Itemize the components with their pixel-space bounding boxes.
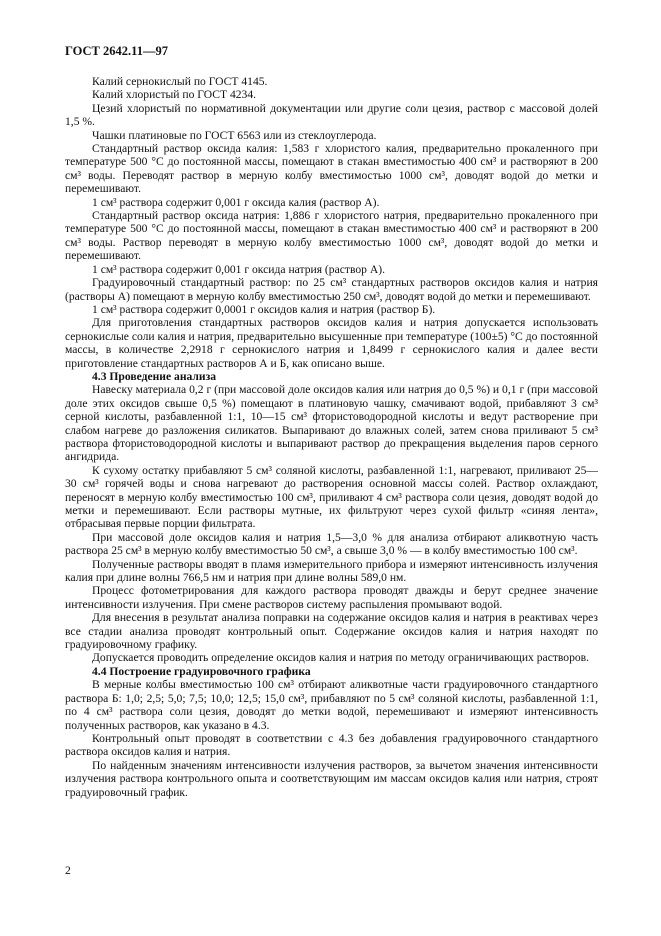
paragraph: Чашки платиновые по ГОСТ 6563 или из стеклоуглерода. — [92, 128, 377, 142]
paragraph: Для внесения в результат анализа поправки на содержание оксидов калия и натрия в реактивах через все стадии анализа проводят контрольный опыт. Содержание оксидов калия и натрия находят по градуировочному графику. — [65, 611, 598, 652]
paragraph: 1 см³ раствора содержит 0,001 г оксида натрия (раствор А). — [92, 262, 385, 276]
paragraph: Для приготовления стандартных растворов оксидов калия и натрия допускается использовать сернокислые соли калия и натрия, предварительно высушенные при температуре (100±5) °С до постоянной массы, в количестве 2,2918 г сернокислого натрия и 1,8499 г сернокислого калия и далее вести приготовление стандартных растворов А и Б, как описано выше. — [65, 316, 598, 370]
section-heading: 4.4 Построение градуировочного графика — [92, 664, 311, 678]
paragraph: Стандартный раствор оксида натрия: 1,886 г хлористого натрия, предварительно прокаленного при температуре 500 °С до постоянной массы, помещают в стакан вместимостью 400 см³ и растворяют в 200 см³ воды. Раствор переводят в мерную колбу вместимостью 1000 см³, доводят водой до метки и перемешивают. — [65, 209, 598, 263]
paragraph: При массовой доле оксидов калия и натрия 1,5—3,0 % для анализа отбирают аликвотную часть раствора 25 см³ в мерную колбу вместимостью 50 см³, а свыше 3,0 % — в колбу вместимостью 100 см³. — [65, 530, 598, 558]
paragraph: В мерные колбы вместимостью 100 см³ отбирают аликвотные части градуировочного стандартного раствора Б: 1,0; 2,5; 5,0; 7,5; 10,0; 12,5; 15,0 см³, прибавляют по 5 см³ соляной кислоты, разбавленной 1:1, по 4 см³ раствора соли цезия, доводят до метки водой, перемешивают и измеряют интенсивность полученных растворов, как указано в 4.3. — [65, 678, 598, 732]
paragraph: Градуировочный стандартный раствор: по 25 см³ стандартных растворов оксидов калия и натрия (растворы А) помещают в мерную колбу вместимостью 250 см³, доводят водой до метки и перемешивают. — [65, 276, 598, 303]
paragraph: 1 см³ раствора содержит 0,001 г оксида калия (раствор А). — [92, 195, 380, 209]
paragraph: Навеску материала 0,2 г (при массовой доле оксидов калия или натрия до 0,5 %) и 0,1 г (при массовой доле этих оксидов свыше 0,5 %) помещают в платиновую чашку, смачивают водой, прибавляют 3 см³ серной кислоты, разбавленной 1:1, 10—15 см³ фтористоводородной кислоты и ведут растворение при слабом нагреве до разложения силикатов. Выпаривают до влажных солей, затем снова приливают 5 см³ раствора фтористоводородной кислоты и выпаривают раствор до прекращения выделения паров серного ангидрида. — [65, 383, 598, 464]
document-header: ГОСТ 2642.11—97 — [65, 44, 168, 58]
paragraph: По найденным значениям интенсивности излучения растворов, за вычетом значения интенсивности излучения раствора контрольного опыта и соответствующим им массам оксидов калия или натрия, строят градуировочный график. — [65, 758, 598, 799]
section-heading: 4.3 Проведение анализа — [92, 369, 217, 383]
paragraph: Процесс фотометрирования для каждого раствора проводят дважды и берут среднее значение интенсивности излучения. При смене растворов систему распыления промывают водой. — [65, 584, 598, 611]
paragraph: Калий сернокислый по ГОСТ 4145. — [92, 75, 268, 88]
paragraph: Цезий хлористый по нормативной документации или другие соли цезия, раствор с массовой долей 1,5 %. — [65, 101, 598, 129]
page-number: 2 — [65, 864, 71, 877]
paragraph: 1 см³ раствора содержит 0,0001 г оксидов калия и натрия (раствор Б). — [92, 302, 436, 316]
document-body — [65, 75, 598, 799]
paragraph: К сухому остатку прибавляют 5 см³ соляной кислоты, разбавленной 1:1, нагревают, приливают 25—30 см³ горячей воды и снова нагревают до растворения основной массы солей. Раствор охлаждают, переносят в мерную колбу вместимостью 100 см³, приливают 4 см³ раствора соли цезия, доводят водой до метки и перемешивают. Если растворы мутные, их фильтруют через сухой фильтр «синяя лента», отбрасывая первые порции фильтрата. — [65, 463, 598, 531]
paragraph: Стандартный раствор оксида калия: 1,583 г хлористого калия, предварительно прокаленного при температуре 500 °С до постоянной массы, помещают в стакан вместимостью 400 см³ и растворяют в 200 см³ воды. Переводят раствор в мерную колбу вместимостью 1000 см³, доводят водой до метки и перемешивают. — [65, 142, 598, 196]
paragraph: Допускается проводить определение оксидов калия и натрия по методу ограничивающих растворов. — [92, 651, 590, 665]
paragraph: Калий хлористый по ГОСТ 4234. — [92, 88, 257, 102]
paragraph: Контрольный опыт проводят в соответствии с 4.3 без добавления градуировочного стандартного раствора оксидов калия и натрия. — [65, 731, 598, 759]
paragraph: Полученные растворы вводят в пламя измерительного прибора и измеряют интенсивность излучения калия при длине волны 766,5 нм и натрия при длине волны 589,0 нм. — [65, 557, 598, 585]
